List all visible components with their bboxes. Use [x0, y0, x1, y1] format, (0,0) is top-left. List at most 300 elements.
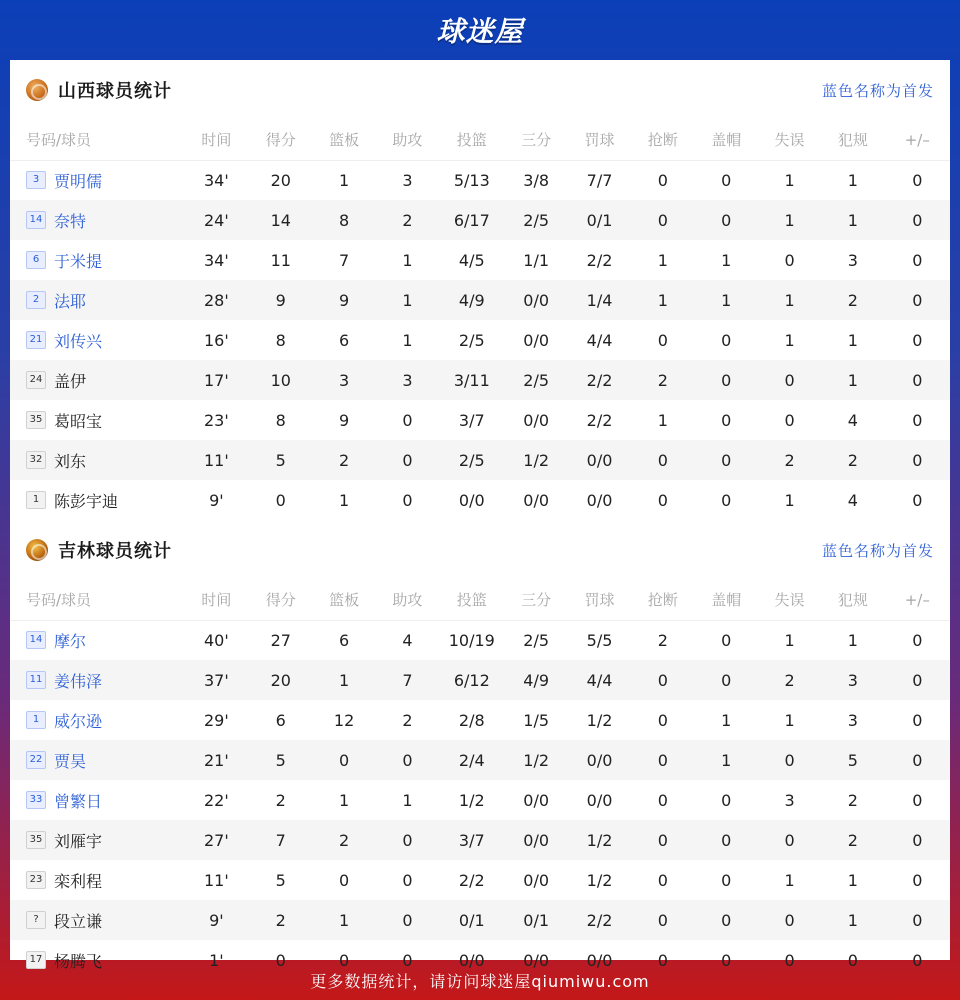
jersey-number-badge: 3 — [26, 171, 46, 189]
column-header[interactable]: 犯规 — [821, 120, 884, 160]
stat-cell: 6/17 — [453, 210, 490, 230]
stat-cell: 0/0 — [523, 290, 550, 310]
stat-cell: 6 — [339, 330, 350, 350]
stat-cell: 4 — [847, 490, 858, 510]
player-cell — [10, 240, 184, 280]
stat-cell: 1/5 — [523, 710, 550, 730]
stat-cell: 7 — [275, 830, 286, 850]
table-row[interactable] — [10, 620, 950, 660]
player-cell — [10, 320, 184, 360]
stat-cell: 1 — [784, 290, 795, 310]
column-header[interactable]: 得分 — [249, 580, 312, 620]
stat-cell: 14 — [270, 210, 291, 230]
stat-cell: 21' — [204, 750, 229, 770]
stat-cell: 1 — [721, 250, 732, 270]
player-name-link[interactable]: 陈彭宇迪 — [54, 491, 119, 511]
stat-cell: 5 — [275, 870, 286, 890]
stat-cell: 0/1 — [523, 910, 550, 930]
site-logo[interactable]: 球迷屋 — [436, 15, 524, 48]
column-header[interactable]: 犯规 — [821, 580, 884, 620]
section-title — [26, 537, 172, 563]
column-header[interactable]: 盖帽 — [695, 120, 758, 160]
player-cell — [10, 480, 184, 520]
jersey-number-badge: 23 — [26, 871, 46, 889]
stat-cell: 3 — [339, 370, 350, 390]
player-name-link[interactable]: 奈特 — [54, 211, 87, 231]
stat-cell: 23' — [204, 410, 229, 430]
column-header[interactable]: +/– — [885, 120, 950, 160]
stat-cell: 1 — [847, 210, 858, 230]
stat-cell: 1 — [784, 630, 795, 650]
column-header[interactable]: 号码/球员 — [10, 580, 184, 620]
stat-cell: 1 — [784, 870, 795, 890]
stat-cell: 2/8 — [458, 710, 485, 730]
team-section — [10, 60, 950, 520]
table-row[interactable] — [10, 480, 950, 520]
player-cell — [10, 400, 184, 440]
stat-cell: 0 — [721, 670, 732, 690]
player-cell — [10, 360, 184, 400]
stat-cell: 2 — [847, 290, 858, 310]
stat-cell: 2 — [784, 670, 795, 690]
column-header[interactable]: 篮板 — [312, 120, 375, 160]
player-name-link[interactable]: 曾繁日 — [54, 791, 103, 811]
jersey-number-badge: 35 — [26, 411, 46, 429]
stat-cell: 5 — [847, 750, 858, 770]
stat-cell: 34' — [204, 170, 229, 190]
stat-cell: 16' — [204, 330, 229, 350]
section-title — [26, 77, 172, 103]
column-header[interactable]: 盖帽 — [695, 580, 758, 620]
stat-cell: 17' — [204, 370, 229, 390]
stat-cell: 0/0 — [458, 950, 485, 970]
stat-cell: 6 — [275, 710, 286, 730]
stat-cell: 2 — [847, 830, 858, 850]
stat-cell: 0 — [657, 830, 668, 850]
stat-cell: 0 — [721, 170, 732, 190]
stat-cell: 0 — [657, 870, 668, 890]
table-row[interactable] — [10, 900, 950, 940]
stats-card — [10, 60, 950, 971]
table-row[interactable] — [10, 820, 950, 860]
table-row[interactable] — [10, 360, 950, 400]
stat-cell: 2 — [847, 450, 858, 470]
stat-cell: 1 — [784, 490, 795, 510]
stat-cell: 0 — [912, 450, 923, 470]
stat-cell: 0/0 — [586, 490, 613, 510]
table-row[interactable] — [10, 200, 950, 240]
player-cell — [10, 700, 184, 740]
jersey-number-badge: 1 — [26, 491, 46, 509]
stat-cell: 0 — [912, 330, 923, 350]
column-header[interactable]: 号码/球员 — [10, 120, 184, 160]
jersey-number-badge: 2 — [26, 291, 46, 309]
table-header-row — [10, 120, 950, 160]
player-name-link[interactable]: 杨腾飞 — [54, 951, 103, 971]
stat-cell: 0/0 — [523, 950, 550, 970]
column-header[interactable]: +/– — [885, 580, 950, 620]
stat-cell: 3 — [784, 790, 795, 810]
stat-cell: 0 — [657, 910, 668, 930]
column-header[interactable]: 罚球 — [568, 120, 631, 160]
table-row[interactable] — [10, 860, 950, 900]
stat-cell: 34' — [204, 250, 229, 270]
stat-cell: 0/1 — [586, 210, 613, 230]
table-row[interactable] — [10, 240, 950, 280]
table-row[interactable] — [10, 780, 950, 820]
table-row[interactable] — [10, 400, 950, 440]
stat-cell: 0 — [402, 450, 413, 470]
player-name-link[interactable]: 刘东 — [54, 451, 87, 471]
stat-cell: 3 — [402, 170, 413, 190]
stat-cell: 0 — [912, 670, 923, 690]
section-header — [10, 520, 950, 580]
table-row[interactable] — [10, 160, 950, 200]
table-row[interactable] — [10, 440, 950, 480]
player-cell — [10, 740, 184, 780]
stat-cell: 0 — [912, 250, 923, 270]
stat-cell: 3 — [847, 670, 858, 690]
stat-cell: 10 — [270, 370, 291, 390]
stat-cell: 0 — [721, 790, 732, 810]
stat-cell: 5/13 — [453, 170, 490, 190]
stat-cell: 9 — [339, 410, 350, 430]
stat-cell: 2 — [847, 790, 858, 810]
stat-cell: 1 — [339, 170, 350, 190]
jersey-number-badge: 22 — [26, 751, 46, 769]
stat-cell: 2 — [657, 630, 668, 650]
stat-cell: 6 — [339, 630, 350, 650]
stat-cell: 1 — [784, 210, 795, 230]
stat-cell: 3/8 — [523, 170, 550, 190]
stat-cell: 1/4 — [586, 290, 613, 310]
stat-cell: 1/2 — [586, 710, 613, 730]
player-name-link[interactable]: 段立谦 — [54, 911, 103, 931]
stat-cell: 0 — [402, 870, 413, 890]
section-header — [10, 60, 950, 120]
stat-cell: 11 — [270, 250, 291, 270]
stat-cell: 0 — [912, 830, 923, 850]
stat-cell: 1 — [847, 330, 858, 350]
stat-cell: 0 — [784, 410, 795, 430]
stat-cell: 0 — [784, 370, 795, 390]
starter-legend-note: 蓝色名称为首发 — [821, 81, 934, 100]
stat-cell: 0 — [339, 750, 350, 770]
table-row[interactable] — [10, 740, 950, 780]
jersey-number-badge: 17 — [26, 951, 46, 969]
stat-cell: 4/4 — [586, 330, 613, 350]
player-name-link[interactable]: 栾利程 — [54, 871, 103, 891]
stat-cell: 0 — [402, 950, 413, 970]
stat-cell: 3/7 — [458, 830, 485, 850]
stat-cell: 0 — [657, 490, 668, 510]
stat-cell: 0 — [784, 910, 795, 930]
stat-cell: 3 — [847, 710, 858, 730]
player-cell — [10, 820, 184, 860]
player-name-link[interactable]: 贾昊 — [54, 751, 87, 771]
stat-cell: 10/19 — [448, 630, 495, 650]
stat-cell: 0 — [657, 710, 668, 730]
stat-cell: 2 — [657, 370, 668, 390]
stat-cell: 2 — [339, 830, 350, 850]
player-cell — [10, 620, 184, 660]
stat-cell: 9 — [339, 290, 350, 310]
stat-cell: 1' — [209, 950, 224, 970]
stat-cell: 1 — [339, 490, 350, 510]
player-name-link[interactable]: 刘传兴 — [54, 331, 103, 351]
stat-cell: 0 — [275, 490, 286, 510]
team-title: 吉林球员统计 — [58, 541, 172, 562]
stat-cell: 3 — [847, 250, 858, 270]
stat-cell: 0/0 — [586, 790, 613, 810]
stat-cell: 0 — [721, 490, 732, 510]
stat-cell: 1 — [721, 750, 732, 770]
table-row[interactable] — [10, 660, 950, 700]
stat-cell: 0 — [402, 490, 413, 510]
stat-cell: 1 — [402, 790, 413, 810]
player-stats-table — [10, 580, 950, 980]
stat-cell: 0 — [657, 670, 668, 690]
stat-cell: 0 — [912, 630, 923, 650]
stat-cell: 40' — [204, 630, 229, 650]
column-header[interactable]: 抢断 — [631, 120, 694, 160]
stat-cell: 0 — [721, 410, 732, 430]
jersey-number-badge: 35 — [26, 831, 46, 849]
player-name-link[interactable]: 盖伊 — [54, 371, 87, 391]
stat-cell: 4/9 — [458, 290, 485, 310]
stat-cell: 0/0 — [523, 330, 550, 350]
stat-cell: 27 — [270, 630, 291, 650]
player-name-link[interactable]: 法耶 — [54, 291, 87, 311]
stat-cell: 3/7 — [458, 410, 485, 430]
jersey-number-badge: 24 — [26, 371, 46, 389]
jersey-number-badge: 14 — [26, 631, 46, 649]
stat-cell: 0 — [721, 210, 732, 230]
column-header[interactable]: 投篮 — [439, 580, 504, 620]
stat-cell: 4/9 — [523, 670, 550, 690]
table-row[interactable] — [10, 280, 950, 320]
starter-legend-note: 蓝色名称为首发 — [821, 541, 934, 560]
stat-cell: 0 — [912, 490, 923, 510]
stat-cell: 37' — [204, 670, 229, 690]
stat-cell: 1 — [657, 290, 668, 310]
stat-cell: 0 — [721, 870, 732, 890]
player-cell — [10, 780, 184, 820]
column-header[interactable]: 罚球 — [568, 580, 631, 620]
stat-cell: 1/2 — [523, 750, 550, 770]
stat-cell: 0 — [657, 790, 668, 810]
stat-cell: 0 — [721, 450, 732, 470]
stat-cell: 1 — [784, 710, 795, 730]
stat-cell: 20 — [270, 170, 291, 190]
stat-cell: 1/2 — [586, 830, 613, 850]
stat-cell: 2/5 — [458, 450, 485, 470]
player-name-link[interactable]: 葛昭宝 — [54, 411, 103, 431]
stat-cell: 1 — [721, 710, 732, 730]
stat-cell: 0 — [784, 250, 795, 270]
stat-cell: 0 — [912, 910, 923, 930]
column-header[interactable]: 助攻 — [376, 580, 439, 620]
stat-cell: 1 — [339, 790, 350, 810]
stat-cell: 20 — [270, 670, 291, 690]
stat-cell: 2 — [402, 710, 413, 730]
stat-cell: 0/0 — [523, 410, 550, 430]
stat-cell: 1/2 — [586, 870, 613, 890]
player-name-link[interactable]: 威尔逊 — [54, 711, 103, 731]
stat-cell: 0 — [721, 910, 732, 930]
stat-cell: 5/5 — [586, 630, 613, 650]
stat-cell: 2/2 — [586, 250, 613, 270]
stat-cell: 29' — [204, 710, 229, 730]
stat-cell: 2/2 — [458, 870, 485, 890]
stat-cell: 9' — [209, 490, 224, 510]
stat-cell: 1 — [847, 870, 858, 890]
stat-cell: 0 — [912, 370, 923, 390]
stat-cell: 24' — [204, 210, 229, 230]
shanxi-team-logo — [26, 79, 48, 101]
jersey-number-badge: ? — [26, 911, 46, 929]
stat-cell: 0 — [657, 450, 668, 470]
column-header[interactable]: 时间 — [184, 120, 249, 160]
stat-cell: 0 — [657, 330, 668, 350]
stat-cell: 27' — [204, 830, 229, 850]
stat-cell: 1 — [847, 170, 858, 190]
player-name-link[interactable]: 摩尔 — [54, 631, 87, 651]
stat-cell: 7 — [339, 250, 350, 270]
stat-cell: 0 — [339, 870, 350, 890]
stat-cell: 1 — [402, 250, 413, 270]
stat-cell: 0 — [402, 830, 413, 850]
stat-cell: 4/5 — [458, 250, 485, 270]
stat-cell: 2 — [402, 210, 413, 230]
stat-cell: 1 — [657, 250, 668, 270]
table-row[interactable] — [10, 320, 950, 360]
player-name-link[interactable]: 刘雁宇 — [54, 831, 103, 851]
stat-cell: 5 — [275, 450, 286, 470]
stat-cell: 9 — [275, 290, 286, 310]
stat-cell: 1 — [847, 370, 858, 390]
stat-cell: 1 — [784, 170, 795, 190]
stat-cell: 1 — [657, 410, 668, 430]
stat-cell: 0 — [784, 750, 795, 770]
column-header[interactable]: 时间 — [184, 580, 249, 620]
stat-cell: 0 — [657, 950, 668, 970]
stat-cell: 1 — [402, 330, 413, 350]
player-cell — [10, 440, 184, 480]
stat-cell: 1/2 — [523, 450, 550, 470]
stat-cell: 0 — [657, 170, 668, 190]
column-header[interactable]: 失误 — [758, 580, 821, 620]
stat-cell: 1 — [339, 670, 350, 690]
column-header[interactable]: 三分 — [505, 580, 568, 620]
stat-cell: 0 — [912, 750, 923, 770]
column-header[interactable]: 助攻 — [376, 120, 439, 160]
stat-cell: 0 — [402, 750, 413, 770]
stat-cell: 0/0 — [586, 950, 613, 970]
stat-cell: 0 — [339, 950, 350, 970]
stat-cell: 0/0 — [586, 750, 613, 770]
stat-cell: 1 — [784, 330, 795, 350]
stat-cell: 8 — [275, 410, 286, 430]
stat-cell: 22' — [204, 790, 229, 810]
stat-cell: 0 — [721, 370, 732, 390]
jersey-number-badge: 21 — [26, 331, 46, 349]
column-header[interactable]: 得分 — [249, 120, 312, 160]
stat-cell: 1 — [847, 630, 858, 650]
stat-cell: 0 — [721, 630, 732, 650]
stat-cell: 0 — [847, 950, 858, 970]
player-name-link[interactable]: 于米提 — [54, 251, 103, 271]
player-cell — [10, 900, 184, 940]
column-header[interactable]: 投篮 — [439, 120, 504, 160]
footer-banner — [0, 960, 960, 1000]
player-cell — [10, 860, 184, 900]
stat-cell: 2/2 — [586, 370, 613, 390]
stat-cell: 0 — [912, 410, 923, 430]
stat-cell: 0/0 — [586, 450, 613, 470]
stat-cell: 0 — [784, 950, 795, 970]
table-header-row — [10, 580, 950, 620]
stat-cell: 4 — [847, 410, 858, 430]
footer-text[interactable]: 更多数据统计，请访问球迷屋qiumiwu.com — [310, 971, 650, 991]
stat-cell: 2 — [275, 790, 286, 810]
jilin-team-logo — [26, 539, 48, 561]
stat-cell: 0 — [721, 330, 732, 350]
jersey-number-badge: 6 — [26, 251, 46, 269]
stat-cell: 1 — [847, 910, 858, 930]
stat-cell: 0 — [912, 790, 923, 810]
stat-cell: 0 — [402, 410, 413, 430]
stat-cell: 9' — [209, 910, 224, 930]
stat-cell: 2 — [784, 450, 795, 470]
column-header[interactable]: 篮板 — [312, 580, 375, 620]
player-name-link[interactable]: 贾明儒 — [54, 171, 103, 191]
stat-cell: 3/11 — [453, 370, 490, 390]
player-stats-table — [10, 120, 950, 520]
stat-cell: 0/0 — [458, 490, 485, 510]
jersey-number-badge: 33 — [26, 791, 46, 809]
stat-cell: 11' — [204, 870, 229, 890]
stat-cell: 7/7 — [586, 170, 613, 190]
stat-cell: 0 — [402, 910, 413, 930]
table-row[interactable] — [10, 700, 950, 740]
stat-cell: 0 — [657, 210, 668, 230]
team-section — [10, 520, 950, 980]
stat-cell: 1 — [339, 910, 350, 930]
stat-cell: 11' — [204, 450, 229, 470]
stat-cell: 3 — [402, 370, 413, 390]
stat-cell: 2/5 — [458, 330, 485, 350]
stat-cell: 2/5 — [523, 210, 550, 230]
app-header — [0, 0, 960, 60]
stat-cell: 0 — [721, 830, 732, 850]
team-title: 山西球员统计 — [58, 81, 172, 102]
stat-cell: 0/0 — [523, 490, 550, 510]
column-header[interactable]: 抢断 — [631, 580, 694, 620]
player-cell — [10, 660, 184, 700]
stat-cell: 4 — [402, 630, 413, 650]
stat-cell: 2/4 — [458, 750, 485, 770]
column-header[interactable]: 失误 — [758, 120, 821, 160]
stat-cell: 8 — [339, 210, 350, 230]
stat-cell: 28' — [204, 290, 229, 310]
stat-cell: 6/12 — [453, 670, 490, 690]
stat-cell: 4/4 — [586, 670, 613, 690]
stat-cell: 2 — [275, 910, 286, 930]
column-header[interactable]: 三分 — [505, 120, 568, 160]
player-name-link[interactable]: 姜伟泽 — [54, 671, 103, 691]
player-cell — [10, 280, 184, 320]
